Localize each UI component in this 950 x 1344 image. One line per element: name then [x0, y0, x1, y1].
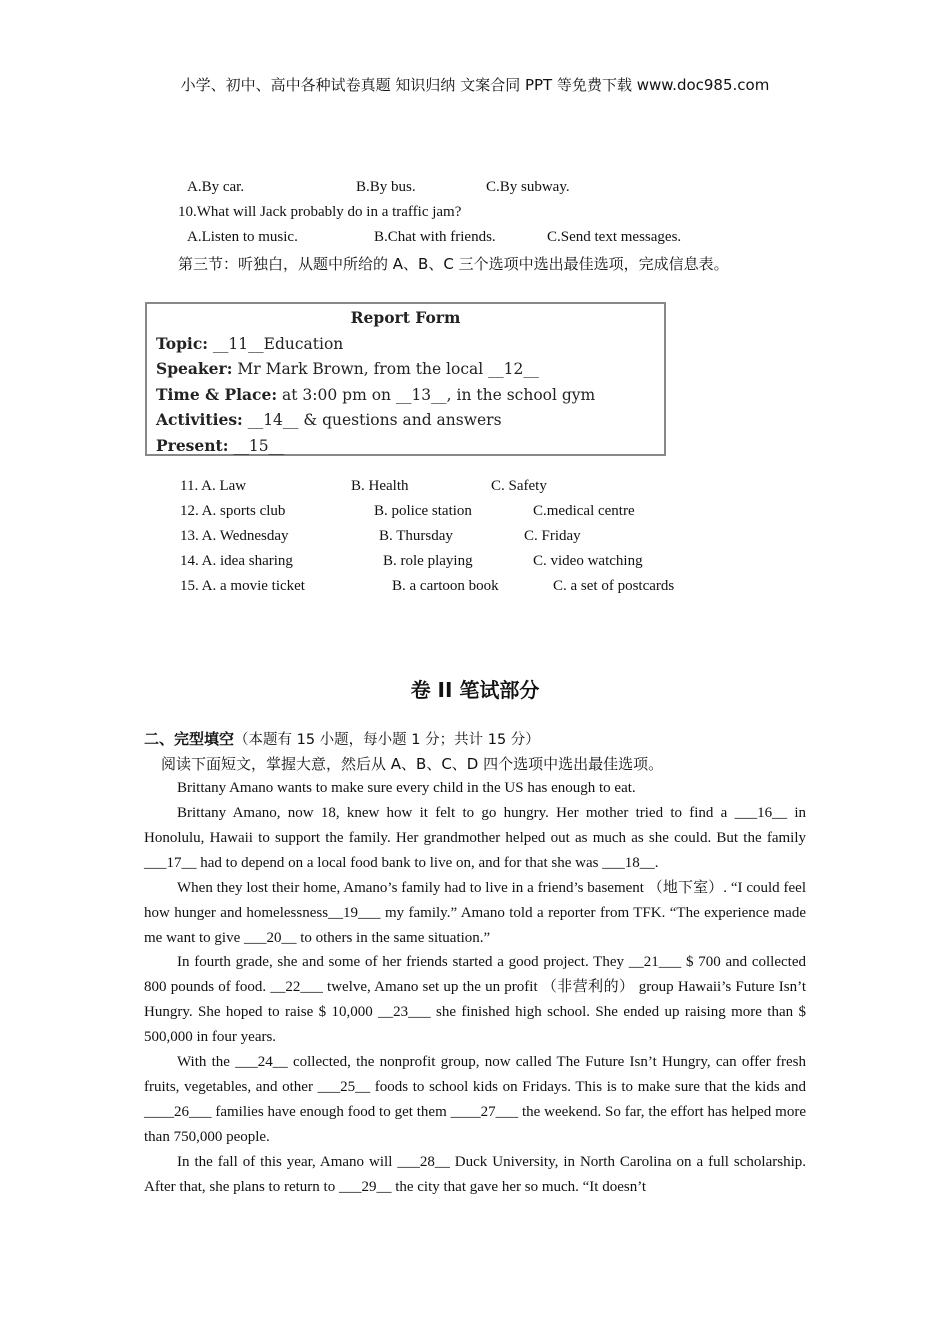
passage-paragraph-2: [144, 801, 806, 876]
q15-option-c: C. a set of postcards: [553, 578, 675, 594]
report-time-value: at 3:00 pm on __13__, in the school gym: [277, 386, 596, 404]
report-topic-row: [156, 334, 343, 353]
cloze-instruction: 阅读下面短文，掌握大意，然后从 A、B、C、D 四个选项中选出最佳选项。: [161, 755, 664, 773]
q10-option-c: C.Send text messages.: [547, 229, 682, 245]
report-present-label: Present:: [156, 436, 229, 455]
passage-paragraph-3: [144, 876, 806, 951]
page-header: 小学、初中、高中各种试卷真题 知识归纳 文案合同 PPT 等免费下载 www.doc985.com: [180, 76, 770, 94]
passage-paragraph-4: [144, 950, 806, 1050]
q9-option-a: A.By car.: [187, 179, 245, 195]
passage-text-2: Brittany Amano, now 18, knew how it felt to go hungry. Her mother tried to find a ___16__ in Honolulu, Hawaii to support the family. Her grandmother helped out as much as she could. But the family ___17__ had to depend on a local food bank to live on, and for that she was ___18__.: [144, 805, 806, 871]
q13-option-a: 13. A. Wednesday: [180, 528, 289, 544]
report-time-row: [156, 385, 595, 404]
q14-option-a: 14. A. idea sharing: [180, 553, 293, 569]
report-time-label: Time & Place:: [156, 385, 278, 404]
q11-option-a: 11. A. Law: [180, 478, 247, 494]
q12-option-b: B. police station: [374, 503, 472, 519]
q10-option-a: A.Listen to music.: [187, 229, 298, 245]
report-topic-value: __11__Education: [207, 335, 344, 353]
q12-option-c: C.medical centre: [533, 503, 635, 519]
report-present-row: [156, 436, 284, 455]
report-activities-label: Activities:: [156, 410, 243, 429]
q11-option-c: C. Safety: [491, 478, 547, 494]
passage-text-1: Brittany Amano wants to make sure every child in the US has enough to eat.: [177, 780, 636, 796]
report-present-value: __15__: [228, 437, 285, 455]
q9-option-b: B.By bus.: [356, 179, 416, 195]
passage-text-3: When they lost their home, Amano’s family had to live in a friend’s basement （地下室）. “I could feel how hunger and homelessness__19___ my family.” Amano told a reporter from TFK. “The experience made me want to give ___20__ to others in the same situation.”: [144, 880, 806, 946]
section3-instruction: 第三节：听独白，从题中所给的 A、B、C 三个选项中选出最佳选项，完成信息表。: [178, 255, 729, 273]
passage-paragraph-5: [144, 1050, 806, 1150]
q14-option-c: C. video watching: [533, 553, 643, 569]
q15-option-b: B. a cartoon book: [392, 578, 499, 594]
q13-option-b: B. Thursday: [379, 528, 453, 544]
q10-question: 10.What will Jack probably do in a traffic jam?: [178, 204, 462, 220]
report-topic-label: Topic:: [156, 334, 208, 353]
cloze-section-heading: [144, 728, 540, 749]
passage-text-4: In fourth grade, she and some of her friends started a good project. They __21___ $ 700 and collected 800 pounds of food. __22___ twelve, Amano set up the un profit （非营利的） group Hawaii’s Future Isn’t Hungry. She hoped to raise $ 10,000 __23___ she finished high school. She ended up raising more than $ 500,000 in four years.: [144, 954, 806, 1045]
q11-option-b: B. Health: [351, 478, 409, 494]
report-activities-value: __14__ & questions and answers: [242, 411, 502, 429]
report-speaker-label: Speaker:: [156, 359, 233, 378]
q10-option-b: B.Chat with friends.: [374, 229, 496, 245]
report-speaker-row: [156, 359, 539, 378]
report-form: [145, 302, 666, 456]
passage-text-5: With the ___24__ collected, the nonprofit group, now called The Future Isn’t Hungry, can offer fresh fruits, vegetables, and other ___25__ foods to school kids on Fridays. This is to make sure that the kids and ____26___ families have enough food to get them ____27___ the weekend. So far, the effort has helped more than 750,000 people.: [144, 1054, 806, 1145]
written-part-title: 卷 II 笔试部分: [410, 678, 540, 702]
passage-paragraph-6: [144, 1150, 806, 1200]
passage-paragraph-1: [144, 776, 806, 801]
report-speaker-value: Mr Mark Brown, from the local __12__: [232, 360, 539, 378]
q13-option-c: C. Friday: [524, 528, 581, 544]
q14-option-b: B. role playing: [383, 553, 473, 569]
q12-option-a: 12. A. sports club: [180, 503, 286, 519]
q15-option-a: 15. A. a movie ticket: [180, 578, 305, 594]
cloze-section-label: 二、完型填空: [144, 730, 235, 748]
report-form-title: Report Form: [350, 308, 461, 327]
cloze-section-note: （本题有 15 小题，每小题 1 分；共计 15 分）: [234, 732, 540, 748]
report-activities-row: [156, 410, 502, 429]
passage-text-6: In the fall of this year, Amano will ___28__ Duck University, in North Carolina on a full scholarship. After that, she plans to return to ___29__ the city that gave her so much. “It doesn’t: [144, 1154, 806, 1195]
q9-option-c: C.By subway.: [486, 179, 570, 195]
